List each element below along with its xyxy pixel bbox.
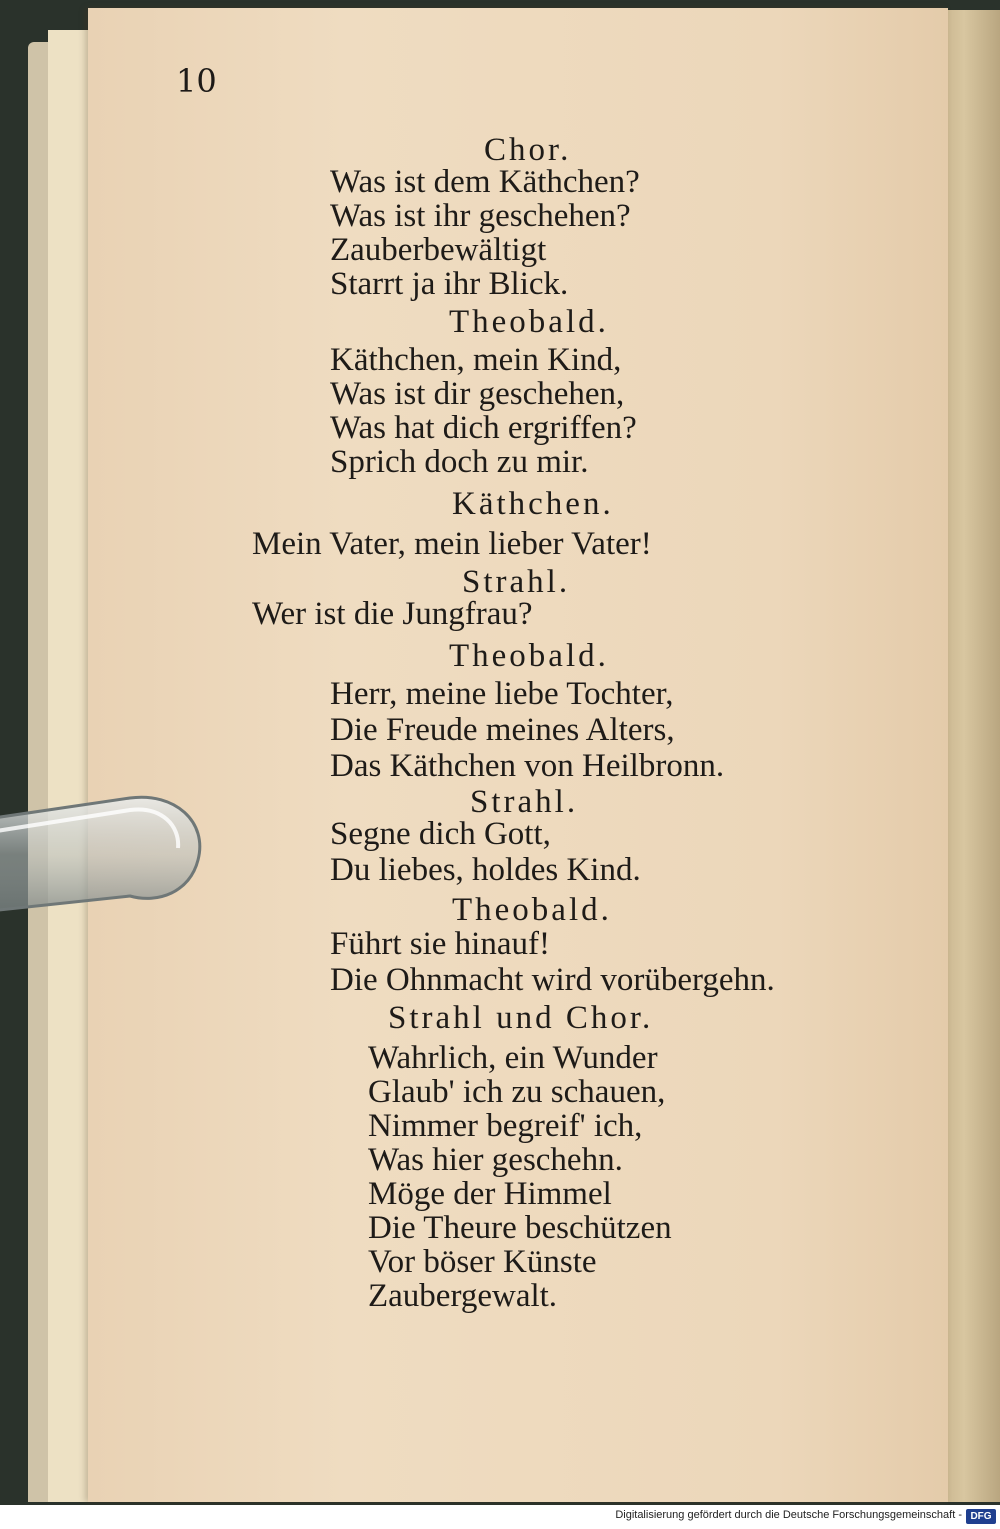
verse-line: Wahrlich, ein Wunder (368, 1040, 658, 1076)
verse-line: Herr, meine liebe Tochter, (330, 676, 674, 712)
verse-line: Was ist dir geschehen, (330, 376, 625, 412)
speaker-theobald: Theobald. (452, 892, 612, 928)
speaker-kaethchen: Käthchen. (452, 486, 614, 522)
verse-line: Starrt ja ihr Blick. (330, 266, 569, 302)
verse-line: Sprich doch zu mir. (330, 444, 589, 480)
verse-line: Vor böser Künste (368, 1244, 597, 1280)
speaker-strahl: Strahl. (462, 564, 571, 600)
speaker-strahl: Strahl. (470, 784, 579, 820)
verse-line: Zaubergewalt. (368, 1278, 558, 1314)
verse-line: Segne dich Gott, (330, 816, 551, 852)
speaker-strahl-und-chor: Strahl und Chor. (388, 1000, 654, 1036)
verse-line: Was hat dich ergriffen? (330, 410, 637, 446)
dfg-logo: DFG (966, 1509, 996, 1524)
verse-line: Käthchen, mein Kind, (330, 342, 622, 378)
verse-line: Zauberbewältigt (330, 232, 547, 268)
footer-bar (0, 1505, 1000, 1529)
page-number: 10 (176, 62, 217, 100)
verse-line: Die Ohnmacht wird vorübergehn. (330, 962, 775, 998)
verse-line: Was ist ihr geschehen? (330, 198, 631, 234)
page-edge (940, 10, 1000, 1502)
verse-line: Führt sie hinauf! (330, 926, 550, 962)
verse-line: Die Theure beschützen (368, 1210, 672, 1246)
speaker-theobald: Theobald. (449, 638, 609, 674)
verse-line: Wer ist die Jungfrau? (252, 596, 533, 632)
verse-line: Was ist dem Käthchen? (330, 164, 640, 200)
verse-line: Die Freude meines Alters, (330, 712, 675, 748)
verse-line: Mein Vater, mein lieber Vater! (252, 526, 652, 562)
verse-line: Nimmer begreif' ich, (368, 1108, 643, 1144)
verse-line: Das Käthchen von Heilbronn. (330, 748, 725, 784)
funding-note: Digitalisierung gefördert durch die Deutsche Forschungsgemeinschaft - (615, 1509, 962, 1521)
speaker-chor: Chor. (484, 132, 572, 168)
speaker-theobald: Theobald. (449, 304, 609, 340)
verse-line: Möge der Himmel (368, 1176, 612, 1212)
verse-line: Du liebes, holdes Kind. (330, 852, 641, 888)
verse-line: Was hier geschehn. (368, 1142, 623, 1178)
verse-line: Glaub' ich zu schauen, (368, 1074, 666, 1110)
